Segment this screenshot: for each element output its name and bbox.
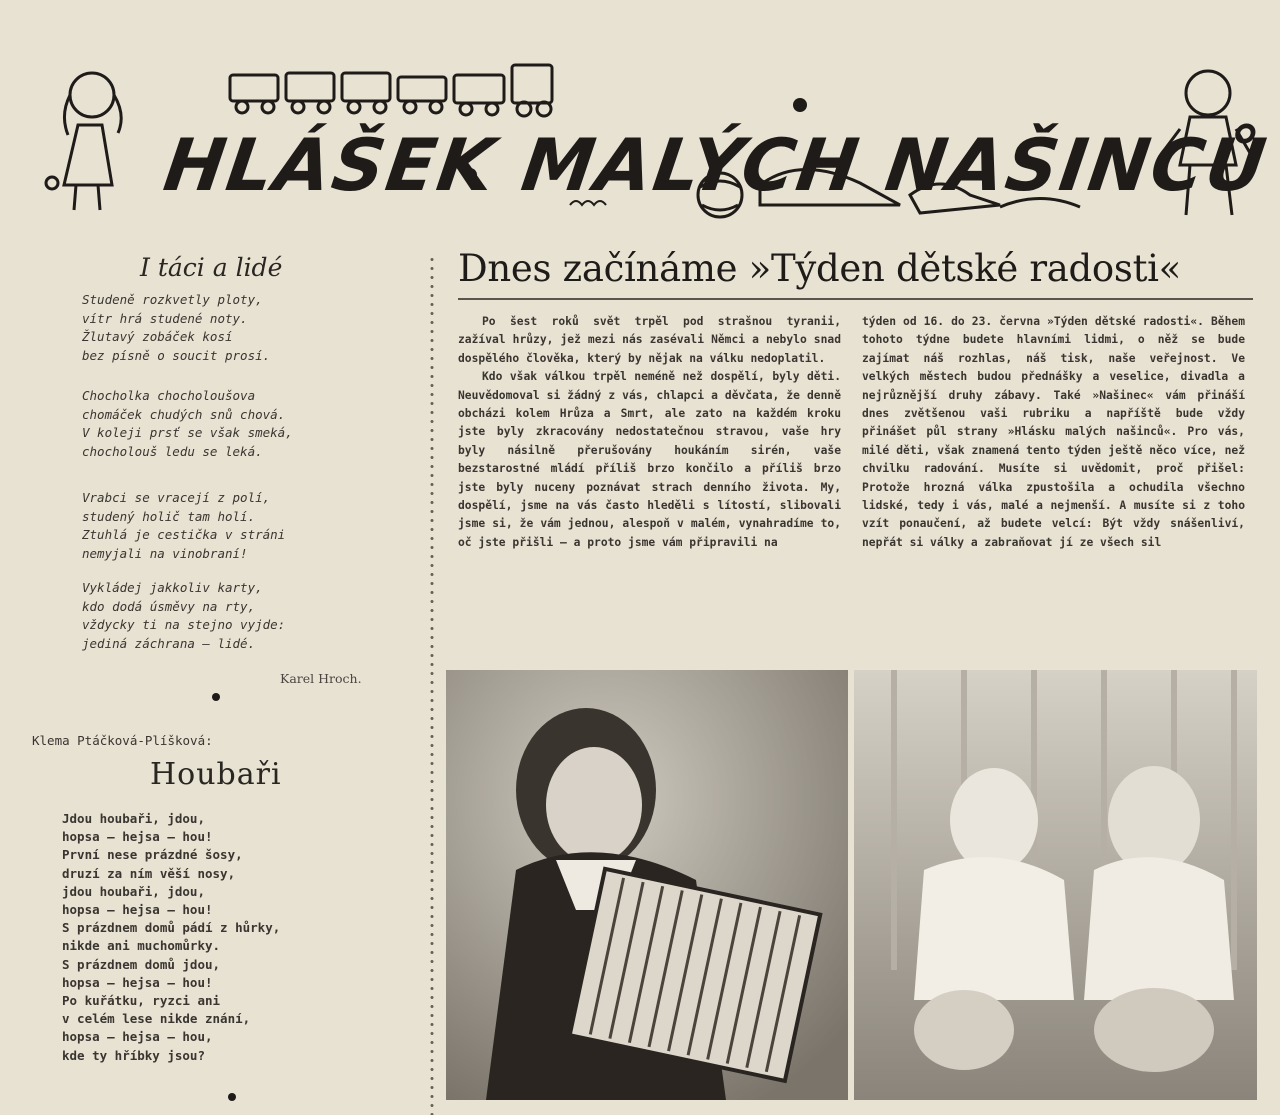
masthead-title: HLÁŠEK MALÝCH NAŠINCŮ [159, 123, 1273, 207]
poem-line: S prázdnem domů jdou, [62, 956, 221, 972]
poem-line: vítr hrá studené noty. [82, 310, 248, 326]
poem-line: kdo dodá úsměvy na rty, [82, 598, 256, 614]
poem-line: nemyjali na vinobraní! [82, 545, 248, 561]
girl-figure-icon [46, 73, 121, 210]
column-divider [428, 255, 436, 1115]
poem-line: kde ty hříbky jsou? [62, 1047, 205, 1063]
separator-bullet-icon [228, 1093, 236, 1101]
poem-line: hopsa — hejsa — hou! [62, 829, 213, 845]
poem-line: První nese prázdné šosy, [62, 847, 243, 863]
poem2-body [62, 810, 422, 1065]
article-headline: Dnes začínáme »Týden dětské radosti« [458, 247, 1182, 290]
poem1-stanza [82, 291, 402, 365]
article-paragraph: Kdo však válkou trpěl neméně než dospělí, byly děti. Neuvědomoval si žádný z vás, chlapci a děvčata, že denně obcházi kolem Hrůza a Smrt, ale zato na každém kroku jste byly zkracovány nedostatečnou stravou, vaše hry byly násilně přerušovány houkáním sirén, vaše bezstarostné mládí příliš brzo končilo a příliš brzo jste byly nuceny poznávat strach denního života. My, dospělí, jsme na vás často hleděli s lítostí, slibovali jsme si, že vám jednou, alespoň v malém, vynahradíme to, oč jste přišli — a proto jsme vám připravili na [458, 370, 841, 549]
poem-line: jediná záchrana — lidé. [82, 635, 256, 651]
photo-girl-with-accordion [446, 670, 848, 1100]
poem1-title: I táci a lidé [140, 253, 283, 282]
poem-line: jdou houbaři, jdou, [62, 883, 205, 899]
poem-line: chomáček chudých snů chová. [82, 406, 286, 422]
article-column-2 [862, 313, 1245, 552]
poem-line: Vrabci se vracejí z polí, [82, 490, 271, 505]
poem-line: bez písně o soucit prosí. [82, 347, 271, 363]
poem2-title: Houbaři [150, 757, 282, 792]
poem-line: Ztuhlá je cestička v stráni [82, 527, 286, 542]
poem1-stanza [82, 387, 402, 461]
photo-image [446, 670, 848, 1100]
poem-line: Po kuřátku, ryzci ani [62, 993, 221, 1009]
poem-line: Vykládej jakkoliv karty, [82, 580, 263, 595]
poems-column [30, 245, 415, 1105]
poem1-stanza [82, 489, 402, 563]
poem-line: Studeně rozkvetly ploty, [82, 292, 263, 307]
article-column-1 [458, 313, 841, 552]
poem-line: Žlutavý zobáček kosí [82, 329, 233, 344]
toy-train-icon [230, 65, 552, 116]
headline-rule [458, 298, 1253, 300]
poem-line: studený holič tam holí. [82, 508, 256, 524]
separator-bullet-icon [212, 693, 220, 701]
poem-line: nikde ani muchomůrky. [62, 938, 221, 954]
poem-line: hopsa — hejsa — hou! [62, 902, 213, 918]
poem1-stanza [82, 579, 402, 653]
poem-line: S prázdnem domů pádí z hůrky, [62, 920, 281, 936]
poem-line: Jdou houbaři, jdou, [62, 811, 205, 826]
article-paragraph: Po šest roků svět trpěl pod strašnou tyranii, zažíval hrůzy, jež mezi nás zasévali Němci a nebylo snad dospělého člověka, který by nějak na válku nedoplatil. [458, 315, 841, 365]
photo-two-toddlers [854, 670, 1257, 1100]
article-paragraph: týden od 16. do 23. června »Týden dětské radosti«. Během tohoto týdne budete hlavními lidmi, o něž se bude zajímat náš rozhlas, náš tisk, naše veřejnost. Ve velkých městech budou přednášky a veselice, divadla a nejrůznější druhy zábavy. Také »Našinec« vám přináší dnes zvětšenou vaši rubriku a napříště bude vždy přinášet půl strany »Hlásku malých našinců«. Pro vás, milé děti, však znamená tento týden ještě něco více, než chvilku radování. Musíte si uvědomit, proč přišel: Protože hrozná válka zpustošila a ochudila všechno lidské, tedy i vás, malé a nejmenší. A musíte si z toho vzít ponaučení, až budete velcí: Být vždy snášenliví, nepřát si války a zabraňovat jí ze všech sil [862, 315, 1245, 549]
poem-line: v celém lese nikde znání, [62, 1011, 251, 1027]
masthead [40, 55, 1273, 225]
poem-line: V koleji prsť se však smeká, [82, 425, 293, 440]
poem-line: druzí za ním věší nosy, [62, 865, 236, 881]
poem-line: Chocholka chocholoušova [82, 388, 256, 403]
poem-line: hopsa — hejsa — hou! [62, 974, 213, 990]
photo-image [854, 670, 1257, 1100]
poem-line: vždycky ti na stejno vyjde: [82, 617, 286, 632]
poem1-author: Karel Hroch. [280, 671, 362, 686]
poem-line: hopsa — hejsa — hou, [62, 1029, 213, 1045]
poem-line: chocholouš ledu se leká. [82, 443, 263, 459]
poem2-author: Klema Ptáčková-Plíšková: [32, 733, 213, 748]
